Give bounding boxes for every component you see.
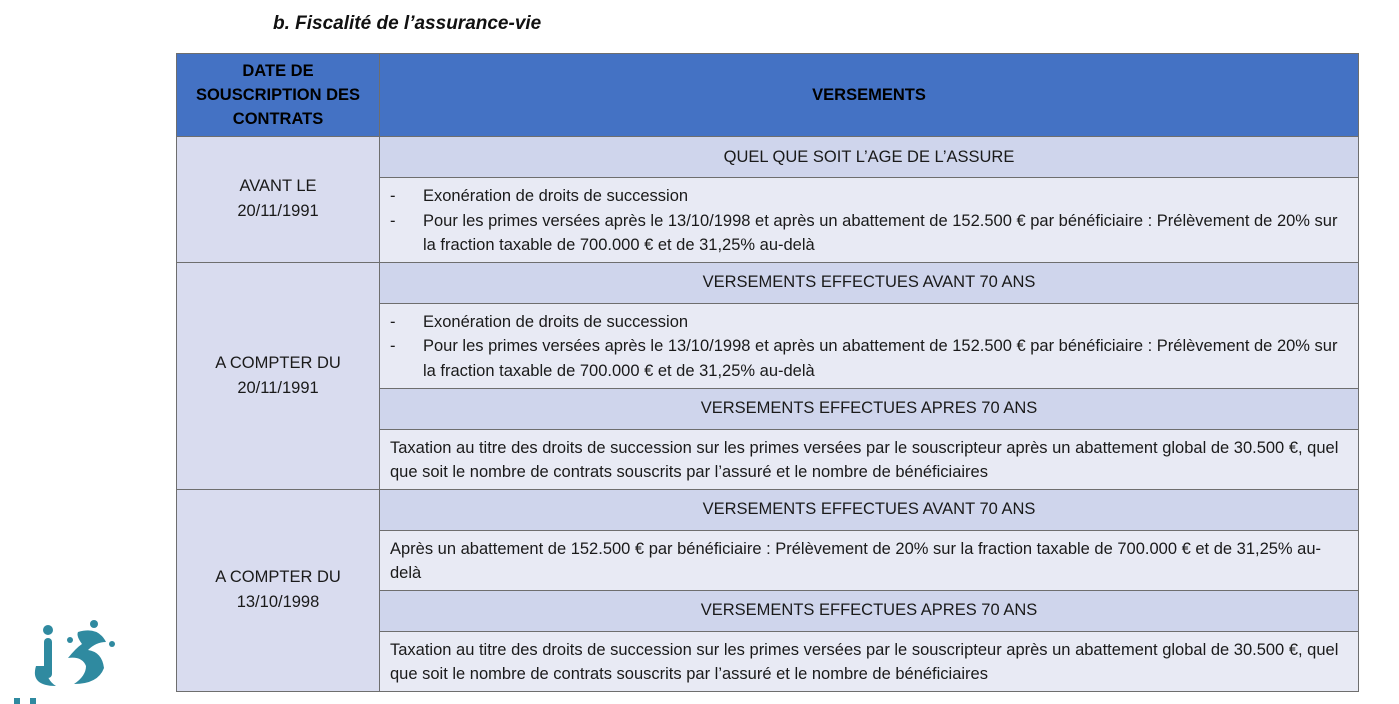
row1-date-text: AVANT LE 20/11/1991 [237, 177, 319, 221]
row2-band-after70: VERSEMENTS EFFECTUES APRES 70 ANS [380, 388, 1359, 429]
header-date: DATE DE SOUSCRIPTION DES CONTRATS [177, 54, 380, 137]
logo-icon [0, 610, 140, 704]
header-versements: VERSEMENTS [380, 54, 1359, 137]
row3-body-before70: Après un abattement de 152.500 € par bénéficiaire : Prélèvement de 20% sur la fraction taxable de 700.000 € et de 31,25% au-delà [380, 530, 1359, 590]
row3-date [177, 489, 380, 691]
dash-marker: - [390, 187, 396, 205]
row3-band-before70: VERSEMENTS EFFECTUES AVANT 70 ANS [380, 489, 1359, 530]
row1-body [380, 178, 1359, 263]
list-item [390, 334, 1348, 383]
row2-date-text: A COMPTER DU 20/11/1991 [215, 353, 341, 397]
dash-marker: - [390, 337, 396, 356]
section-heading: b. Fiscalité de l’assurance-vie [273, 13, 542, 34]
dash-marker: - [390, 312, 396, 331]
row3-band-after70: VERSEMENTS EFFECTUES APRES 70 ANS [380, 590, 1359, 631]
row1-date [177, 137, 380, 263]
row2-date [177, 262, 380, 489]
dash-marker: - [390, 211, 396, 230]
list-item [390, 209, 1348, 258]
row2-body-before70 [380, 303, 1359, 388]
row3-date-text: A COMPTER DU 13/10/1998 [215, 568, 341, 611]
row1-band: QUEL QUE SOIT L’AGE DE L’ASSURE [380, 137, 1359, 178]
list-item [390, 310, 1348, 335]
row2-band-before70: VERSEMENTS EFFECTUES AVANT 70 ANS [380, 262, 1359, 303]
row3-body-after70: Taxation au titre des droits de succession sur les primes versées par le souscripteur après un abattement global de 30.500 €, quel que soit le nombre de contrats souscrits par l’assuré et le nombre de bénéficiaires [380, 631, 1359, 691]
list-item-text: Exonération de droits de succession [423, 187, 689, 205]
list-item-text: Pour les primes versées après le 13/10/1998 et après un abattement de 152.500 € par bénéficiaire : Prélèvement de 20% sur la fraction taxable de 700.000 € et de 31,25% au-delà [423, 211, 1338, 254]
row2-body-after70: Taxation au titre des droits de succession sur les primes versées par le souscripteur après un abattement global de 30.500 €, quel que soit le nombre de contrats souscrits par l’assuré et le nombre de bénéficiaires [380, 429, 1359, 489]
list-item-text: Exonération de droits de succession [423, 312, 689, 331]
list-item-text: Pour les primes versées après le 13/10/1998 et après un abattement de 152.500 € par bénéficiaire : Prélèvement de 20% sur la fraction taxable de 700.000 € et de 31,25% au-delà [423, 337, 1338, 380]
tax-table [176, 53, 1359, 692]
list-item [390, 184, 1348, 209]
